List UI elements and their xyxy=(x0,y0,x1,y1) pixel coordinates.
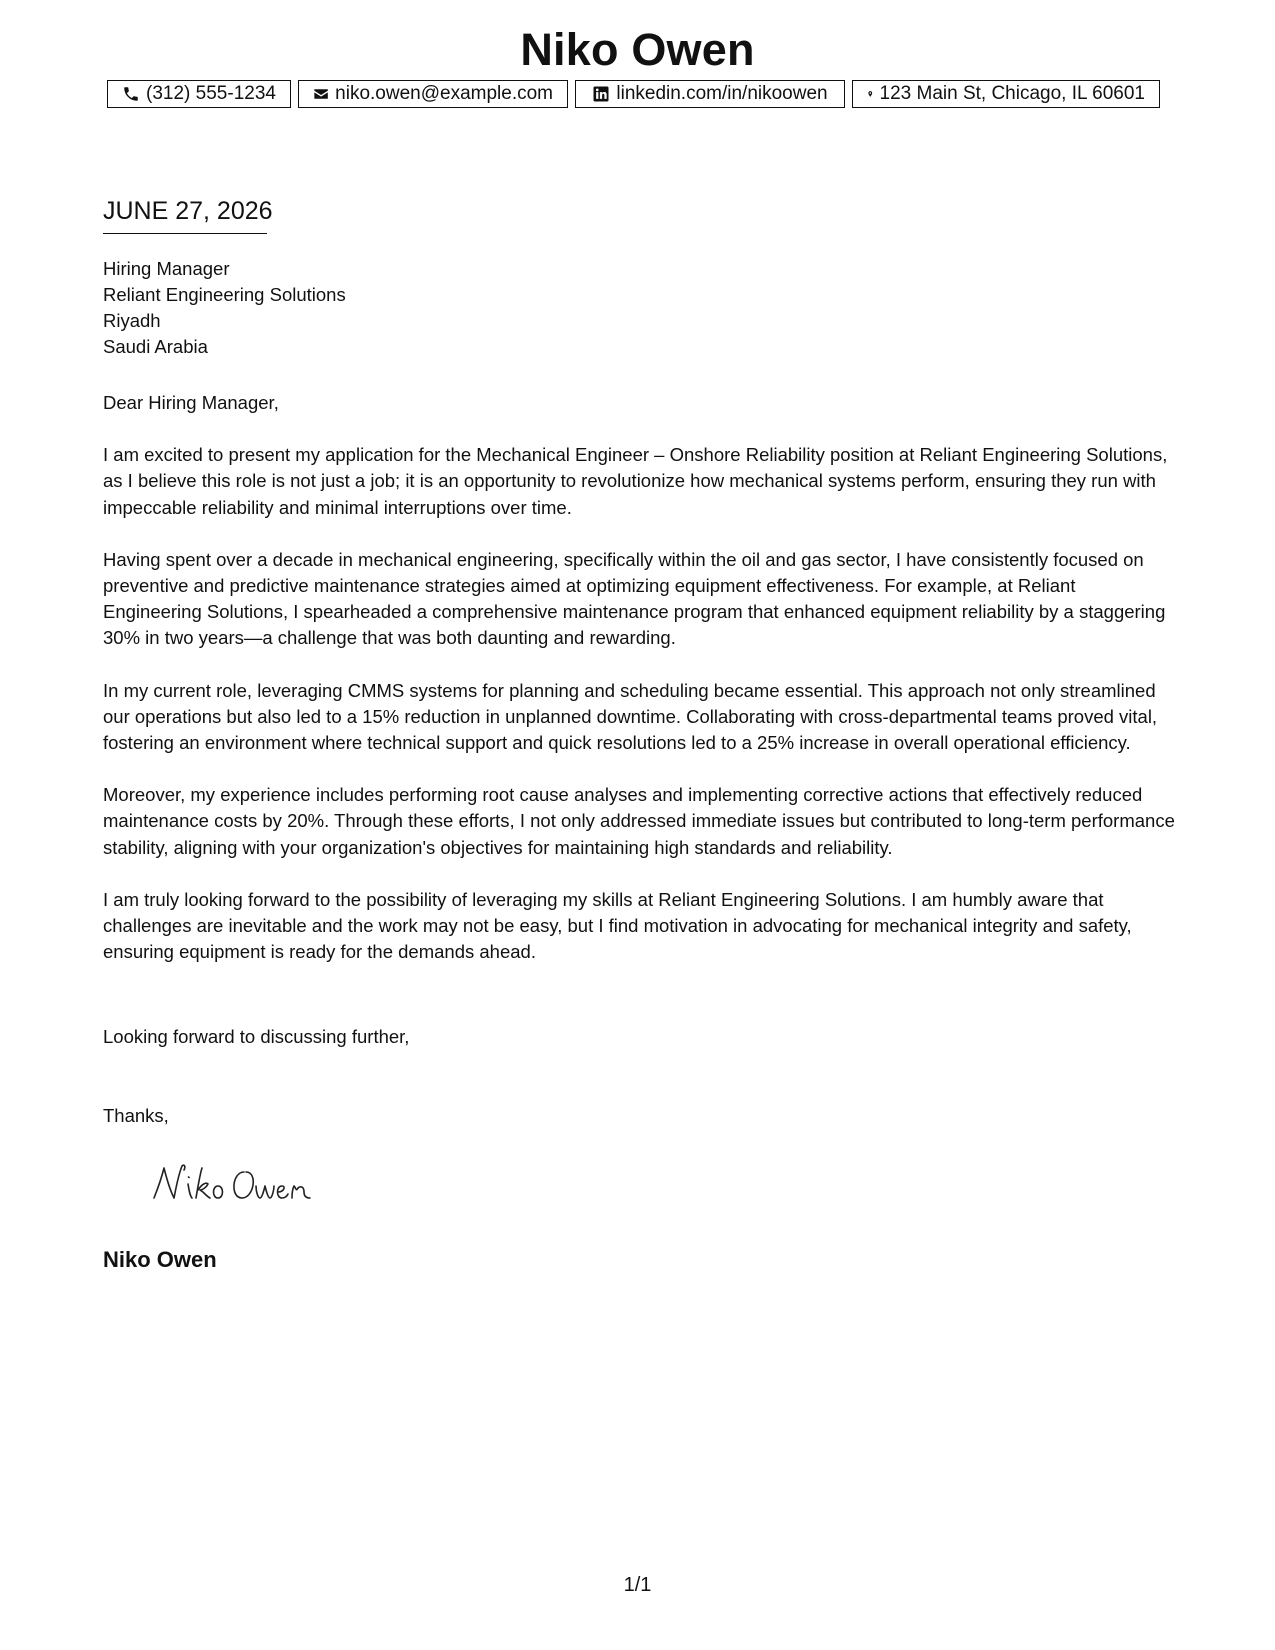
body-paragraph: I am excited to present my application for the Mechanical Engineer – Onshore Reliability position at Reliant Engineering Solutions, as I believe this role is not just a job; it is an opportunity to revolutionize how mechanical systems perform, ensuring they run with impeccable reliability and minimal interruptions over time. xyxy=(103,444,1168,518)
body-paragraph: In my current role, leveraging CMMS systems for planning and scheduling became essential. This approach not only streamlined our operations but also led to a 15% reduction in unplanned downtime. Collaborating with cross-departmental teams proved vital, fostering an environment where technical support and quick resolutions led to a 25% increase in overall operational efficiency. xyxy=(103,679,1158,754)
letter-date: JUNE 27, 2026 xyxy=(103,197,273,225)
date-underline xyxy=(103,233,267,234)
signoff: Thanks, xyxy=(103,1105,169,1126)
contact-linkedin[interactable] xyxy=(575,80,845,108)
letter-body xyxy=(103,390,1175,991)
salutation: Dear Hiring Manager, xyxy=(103,392,279,413)
phone-icon xyxy=(122,85,140,103)
recipient-line: Saudi Arabia xyxy=(103,336,208,357)
email-text: niko.owen@example.com xyxy=(335,83,553,104)
recipient-block xyxy=(103,256,346,360)
contact-email[interactable] xyxy=(298,80,568,108)
contact-address[interactable] xyxy=(852,80,1160,108)
body-paragraph: I am truly looking forward to the possibility of leveraging my skills at Reliant Engineering Solutions. I am humbly aware that challenges are inevitable and the work may not be easy, but I find motivation in advocating for mechanical integrity and safety, ensuring equipment is ready for the demands ahead. xyxy=(103,888,1132,963)
linkedin-text: linkedin.com/in/nikoowen xyxy=(616,83,828,104)
recipient-line: Reliant Engineering Solutions xyxy=(103,284,346,305)
signer-name: Niko Owen xyxy=(103,1247,217,1272)
body-paragraph: Moreover, my experience includes performing root cause analyses and implementing corrective actions that effectively reduced maintenance costs by 20%. Through these efforts, I not only addressed immediate issues but contributed to long-term performance stability, aligning with your organization's objectives for maintaining high standards and reliability. xyxy=(103,784,1175,858)
applicant-name: Niko Owen xyxy=(520,24,755,75)
contact-bar xyxy=(107,80,1160,110)
recipient-line: Riyadh xyxy=(103,310,161,331)
linkedin-icon xyxy=(592,85,610,103)
phone-text: (312) 555-1234 xyxy=(146,83,276,104)
closing-line: Looking forward to discussing further, xyxy=(103,1026,410,1047)
page-number: 1/1 xyxy=(623,1574,652,1596)
map-pin-icon xyxy=(867,85,874,103)
body-paragraph: Having spent over a decade in mechanical engineering, specifically within the oil and gas sector, I have consistently focused on preventive and predictive maintenance strategies aimed at optimizing equipment effectiveness. For example, at Reliant Engineering Solutions, I spearheaded a comprehensive maintenance program that enhanced equipment reliability by a staggering 30% in two years—a challenge that was both daunting and rewarding. xyxy=(103,548,1166,649)
handwritten-signature xyxy=(148,1158,323,1208)
envelope-icon xyxy=(313,85,329,103)
recipient-line: Hiring Manager xyxy=(103,258,230,279)
address-text: 123 Main St, Chicago, IL 60601 xyxy=(879,83,1145,104)
contact-phone[interactable] xyxy=(107,80,291,108)
